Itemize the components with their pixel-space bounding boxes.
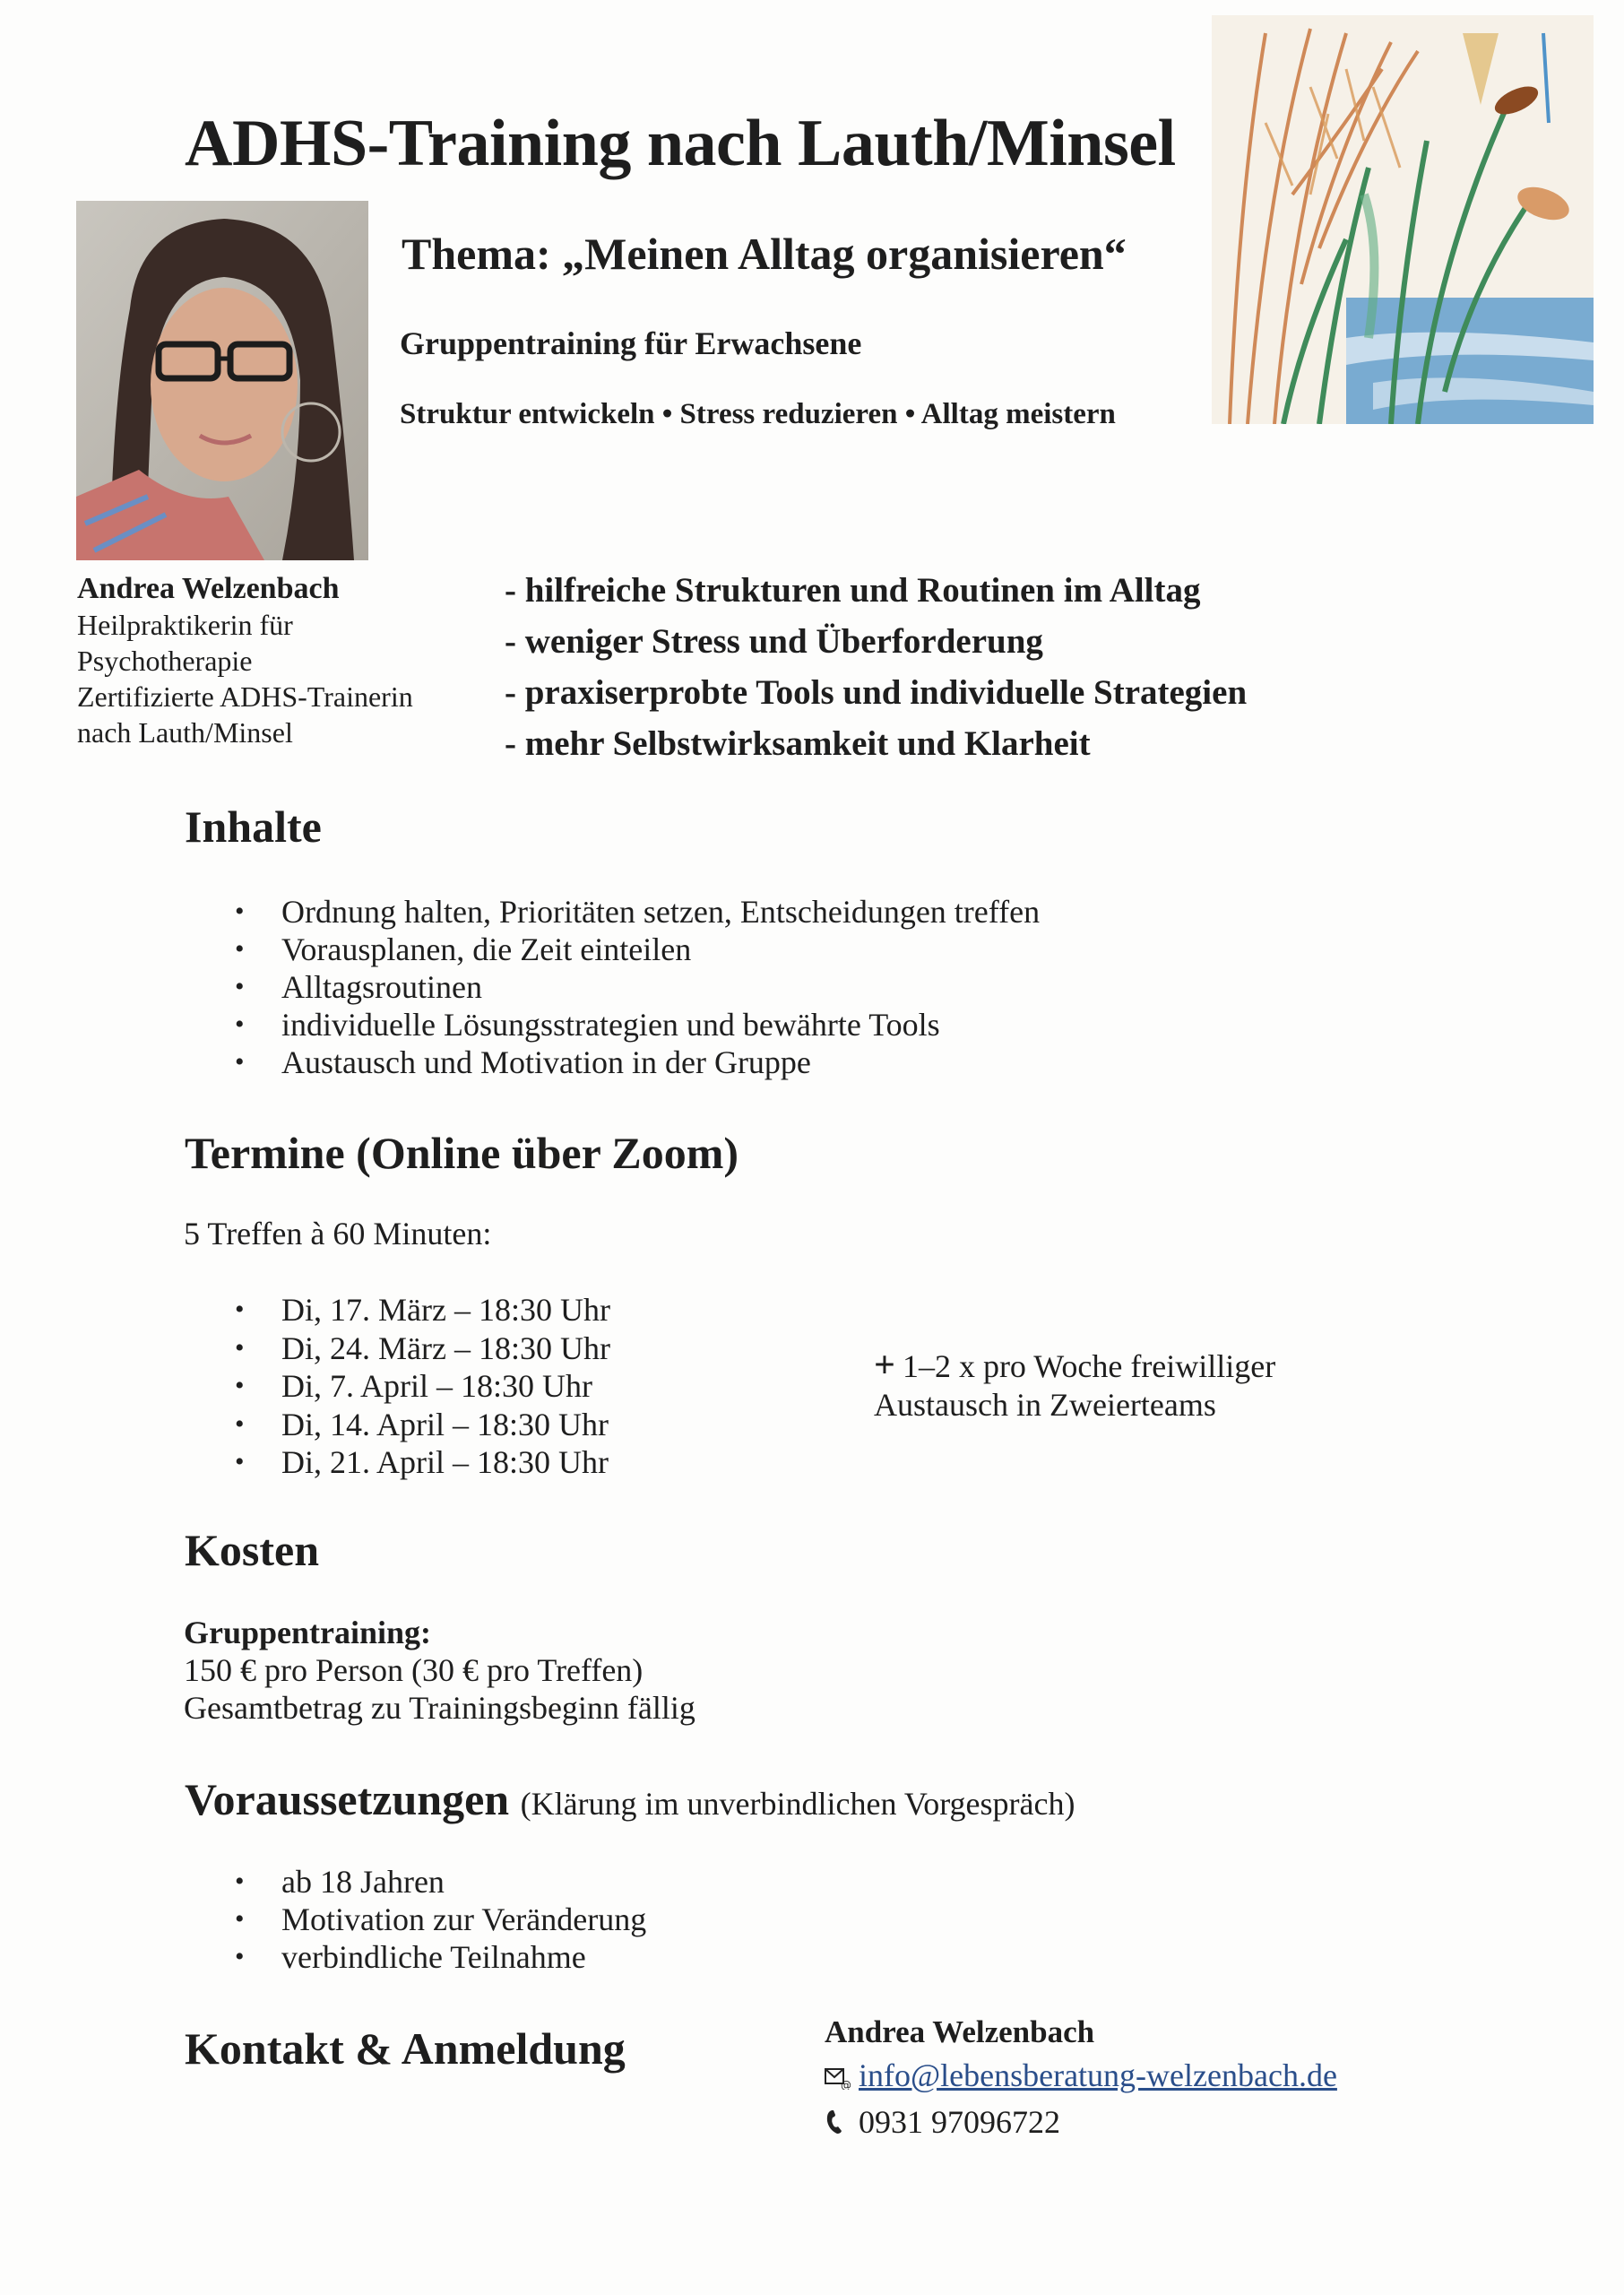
- list-item: • Ordnung halten, Prioritäten setzen, Entscheidungen treffen: [235, 893, 1040, 931]
- kosten-section: [184, 1614, 695, 1727]
- kosten-label: Gruppentraining:: [184, 1615, 432, 1650]
- list-item: • individuelle Lösungsstrategien und bewährte Tools: [235, 1006, 1040, 1044]
- list-item: • Motivation zur Veränderung: [235, 1901, 646, 1938]
- email-icon: [825, 2057, 855, 2100]
- benefit-item: - weniger Stress und Überforderung: [505, 622, 1043, 661]
- voraussetzungen-list: [235, 1863, 646, 1976]
- kosten-heading: Kosten: [185, 1525, 319, 1575]
- contact-name: Andrea Welzenbach: [825, 2014, 1095, 2049]
- list-item: • Alltagsroutinen: [235, 968, 1040, 1006]
- phone-number: 0931 97096722: [859, 2103, 1060, 2140]
- trainer-bio: [77, 571, 413, 750]
- plus-icon: +: [874, 1345, 895, 1386]
- inhalte-list: [235, 893, 1040, 1081]
- kosten-payment: Gesamtbetrag zu Trainingsbeginn fällig: [184, 1690, 695, 1726]
- email-link[interactable]: info@lebensberatung-welzenbach.de: [859, 2057, 1337, 2093]
- benefit-item: - praxiserprobte Tools und individuelle Strategien: [505, 673, 1248, 712]
- date-item: • Di, 17. März – 18:30 Uhr: [235, 1291, 610, 1329]
- inhalte-section: [235, 893, 1040, 1081]
- portrait-photo: [76, 201, 368, 560]
- note-line: 1–2 x pro Woche freiwilliger: [902, 1348, 1276, 1384]
- trainer-line: Zertifizierte ADHS-Trainerin: [77, 680, 413, 713]
- note-line: Austausch in Zweierteams: [874, 1387, 1216, 1423]
- benefits-list: [505, 565, 1247, 769]
- date-item: • Di, 7. April – 18:30 Uhr: [235, 1367, 610, 1406]
- extra-exchange-note: [874, 1347, 1275, 1425]
- termine-heading: Termine (Online über Zoom): [185, 1128, 739, 1178]
- voraussetzungen-note: (Klärung im unverbindlichen Vorgespräch): [520, 1786, 1075, 1822]
- date-item: • Di, 21. April – 18:30 Uhr: [235, 1443, 610, 1482]
- page-title: ADHS-Training nach Lauth/Minsel: [185, 107, 1176, 180]
- reed-painting-image: [1212, 15, 1594, 424]
- phone-icon: [825, 2103, 855, 2146]
- kosten-price: 150 € pro Person (30 € pro Treffen): [184, 1652, 644, 1688]
- trainer-name: Andrea Welzenbach: [77, 572, 340, 605]
- voraussetzungen-heading: [185, 1773, 1075, 1825]
- trainer-line: Psychotherapie: [77, 645, 253, 677]
- termine-section: [235, 1291, 610, 1482]
- topic-heading: Thema: „Meinen Alltag organisieren“: [402, 229, 1127, 279]
- date-item: • Di, 24. März – 18:30 Uhr: [235, 1329, 610, 1368]
- list-item: • Vorausplanen, die Zeit einteilen: [235, 931, 1040, 968]
- trainer-line: nach Lauth/Minsel: [77, 716, 293, 749]
- subtitle: Gruppentraining für Erwachsene: [400, 325, 862, 361]
- dates-list: [235, 1291, 610, 1482]
- termine-intro: 5 Treffen à 60 Minuten:: [184, 1216, 492, 1251]
- trainer-line: Heilpraktikerin für: [77, 609, 293, 641]
- voraussetzungen-title: Voraussetzungen: [185, 1774, 510, 1824]
- list-item: • verbindliche Teilnahme: [235, 1938, 646, 1976]
- list-item: • Austausch und Motivation in der Gruppe: [235, 1044, 1040, 1081]
- inhalte-heading: Inhalte: [185, 801, 322, 852]
- date-item: • Di, 14. April – 18:30 Uhr: [235, 1406, 610, 1444]
- svg-text:@: @: [841, 2078, 851, 2090]
- voraussetzungen-section: [235, 1863, 646, 1976]
- list-item: • ab 18 Jahren: [235, 1863, 646, 1901]
- tagline: Struktur entwickeln • Stress reduzieren • Alltag meistern: [400, 398, 1116, 430]
- benefit-item: - mehr Selbstwirksamkeit und Klarheit: [505, 724, 1091, 763]
- benefit-item: - hilfreiche Strukturen und Routinen im Alltag: [505, 571, 1201, 610]
- kontakt-heading: Kontakt & Anmeldung: [185, 2023, 626, 2074]
- contact-block: [825, 2011, 1337, 2146]
